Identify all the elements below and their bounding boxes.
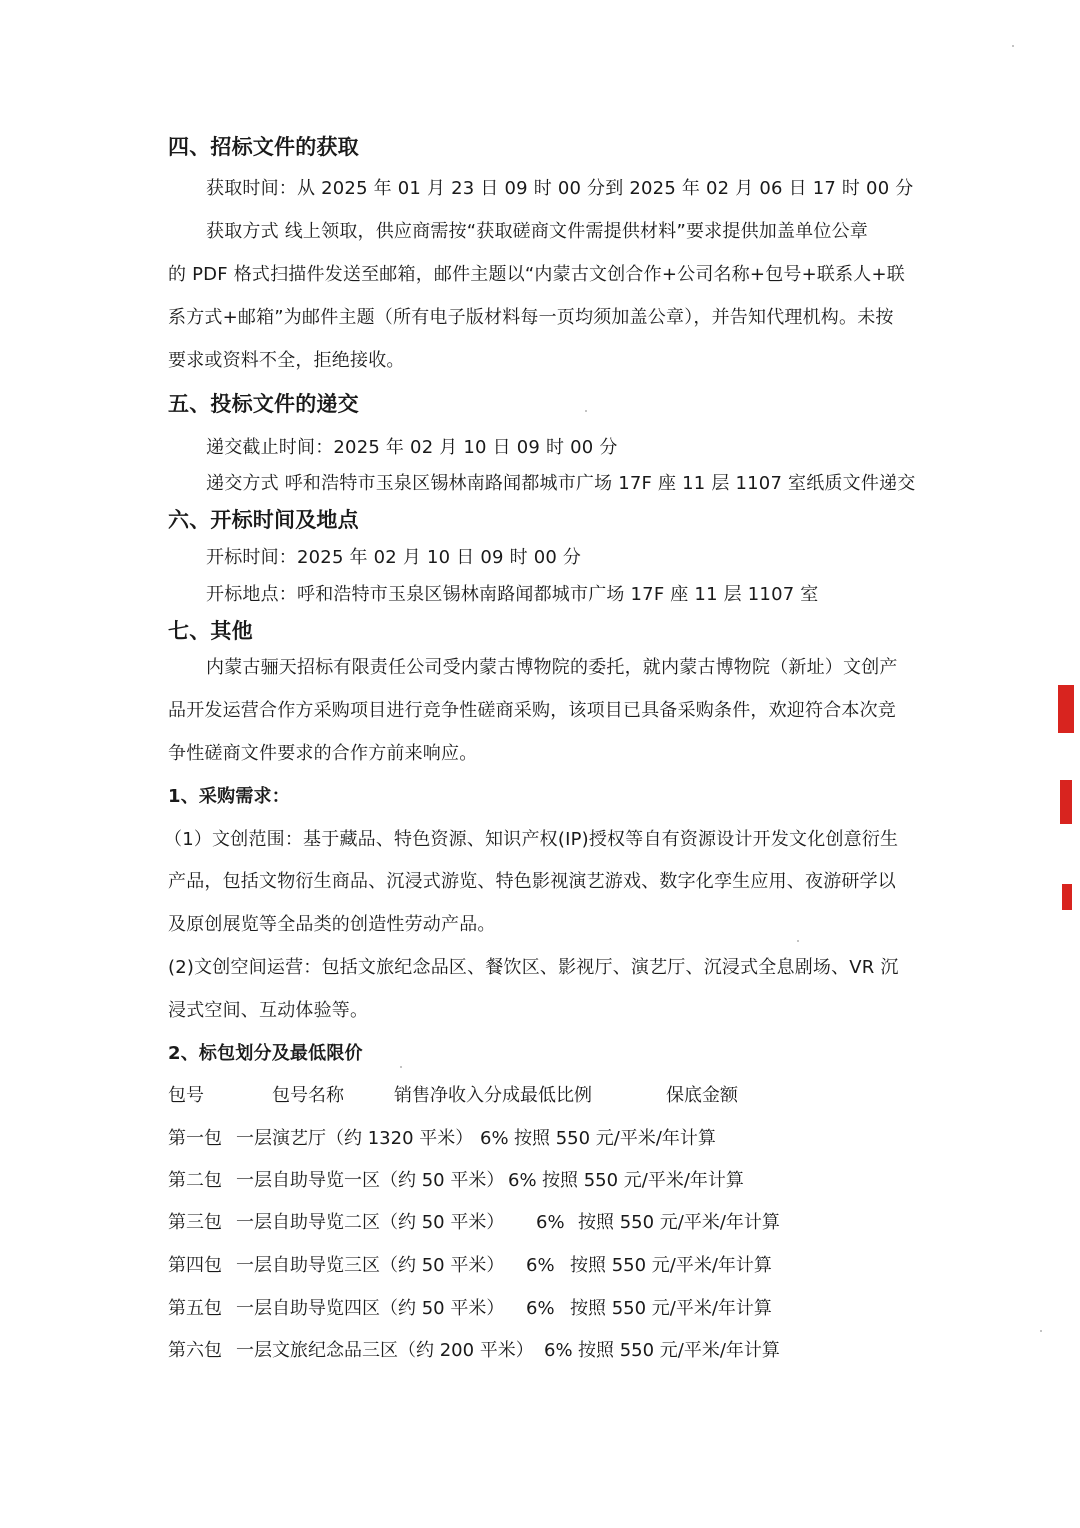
lot-min-amount: 按照 550 元/平米/年计算: [578, 1340, 780, 1361]
header-min-amount: 保底金额: [666, 1085, 738, 1106]
lots-heading: 2、标包划分及最低限价: [168, 1043, 363, 1064]
scan-speck: [585, 410, 587, 412]
acquisition-method-line-1: 获取方式 线上领取，供应商需按“获取磋商文件需提供材料”要求提供加盖单位公章: [206, 221, 868, 242]
section-7-heading: 七、其他: [168, 619, 253, 643]
lot-ratio: 6%: [508, 1170, 537, 1191]
need-1-line-3: 及原创展览等全品类的创造性劳动产品。: [168, 914, 496, 935]
table-row: [168, 1297, 868, 1321]
other-intro-line-2: 品开发运营合作方采购项目进行竞争性磋商采购，该项目已具备采购条件，欢迎符合本次竞: [168, 700, 896, 721]
seal-fragment-bottom: [1062, 884, 1072, 910]
need-1-line-2: 产品，包括文物衍生商品、沉浸式游览、特色影视演艺游戏、数字化孪生应用、夜游研学以: [168, 871, 896, 892]
header-min-ratio: 销售净收入分成最低比例: [394, 1085, 592, 1106]
lot-no: 第六包: [168, 1340, 222, 1361]
lot-no: 第二包: [168, 1170, 222, 1191]
lot-min-amount: 按照 550 元/平米/年计算: [570, 1298, 772, 1319]
lot-no: 第五包: [168, 1298, 222, 1319]
lot-name: 一层自助导览四区（约 50 平米）: [236, 1298, 505, 1319]
lot-ratio: 6%: [544, 1340, 573, 1361]
lot-ratio: 6%: [526, 1298, 555, 1319]
scan-speck: [797, 940, 799, 942]
lot-no: 第一包: [168, 1128, 222, 1149]
lot-ratio: 6%: [480, 1128, 509, 1149]
lot-min-amount: 按照 550 元/平米/年计算: [578, 1212, 780, 1233]
lot-no: 第四包: [168, 1255, 222, 1276]
need-2-line-1: (2)文创空间运营：包括文旅纪念品区、餐饮区、影视厅、演艺厅、沉浸式全息剧场、VR 沉: [168, 957, 899, 978]
lots-table-header: [168, 1084, 868, 1108]
table-row: [168, 1254, 868, 1278]
lot-min-amount: 按照 550 元/平米/年计算: [570, 1255, 772, 1276]
acquisition-method-line-4: 要求或资料不全，拒绝接收。: [168, 350, 405, 371]
need-1-line-1: （1）文创范围：基于藏品、特色资源、知识产权(IP)授权等自有资源设计开发文化创意衍生: [164, 829, 899, 850]
table-row: [168, 1211, 868, 1235]
table-row: [168, 1169, 868, 1193]
acquisition-time: 获取时间：从 2025 年 01 月 23 日 09 时 00 分到 2025 年 02 月 06 日 17 时 00 分: [206, 178, 914, 199]
lot-min-amount: 按照 550 元/平米/年计算: [542, 1170, 744, 1191]
seal-fragment-middle: [1060, 780, 1072, 824]
section-6-heading: 六、开标时间及地点: [168, 508, 359, 532]
header-lot-name: 包号名称: [272, 1085, 344, 1106]
scan-speck: [1012, 45, 1014, 47]
needs-heading: 1、采购需求：: [168, 786, 290, 807]
section-4-heading: 四、招标文件的获取: [168, 135, 359, 159]
table-row: [168, 1127, 868, 1151]
need-2-line-2: 浸式空间、互动体验等。: [168, 1000, 369, 1021]
opening-time: 开标时间：2025 年 02 月 10 日 09 时 00 分: [206, 547, 582, 568]
header-lot-no: 包号: [168, 1085, 204, 1106]
other-intro-line-1: 内蒙古骊天招标有限责任公司受内蒙古博物院的委托，就内蒙古博物院（新址）文创产: [206, 657, 898, 678]
scan-speck: [400, 1066, 402, 1068]
submission-method: 递交方式 呼和浩特市玉泉区锡林南路闻都城市广场 17F 座 11 层 1107 室纸质文件递交: [206, 473, 916, 494]
lot-ratio: 6%: [526, 1255, 555, 1276]
submission-deadline: 递交截止时间：2025 年 02 月 10 日 09 时 00 分: [206, 437, 618, 458]
lot-name: 一层自助导览一区（约 50 平米）: [236, 1170, 505, 1191]
lot-no: 第三包: [168, 1212, 222, 1233]
lot-min-amount: 按照 550 元/平米/年计算: [514, 1128, 716, 1149]
scan-speck: [1040, 1330, 1042, 1332]
seal-fragment-top: [1058, 685, 1074, 733]
lot-name: 一层文旅纪念品三区（约 200 平米）: [236, 1340, 534, 1361]
opening-place: 开标地点：呼和浩特市玉泉区锡林南路闻都城市广场 17F 座 11 层 1107 室: [206, 584, 819, 605]
lot-ratio: 6%: [536, 1212, 565, 1233]
lot-name: 一层自助导览三区（约 50 平米）: [236, 1255, 505, 1276]
acquisition-method-line-2: 的 PDF 格式扫描件发送至邮箱，邮件主题以“内蒙古文创合作+公司名称+包号+联系人+联: [168, 264, 905, 285]
section-5-heading: 五、投标文件的递交: [168, 392, 359, 416]
other-intro-line-3: 争性磋商文件要求的合作方前来响应。: [168, 743, 478, 764]
table-row: [168, 1339, 868, 1363]
lot-name: 一层演艺厅（约 1320 平米）: [236, 1128, 474, 1149]
acquisition-method-line-3: 系方式+邮箱”为邮件主题（所有电子版材料每一页均须加盖公章），并告知代理机构。未按: [168, 307, 894, 328]
lot-name: 一层自助导览二区（约 50 平米）: [236, 1212, 505, 1233]
